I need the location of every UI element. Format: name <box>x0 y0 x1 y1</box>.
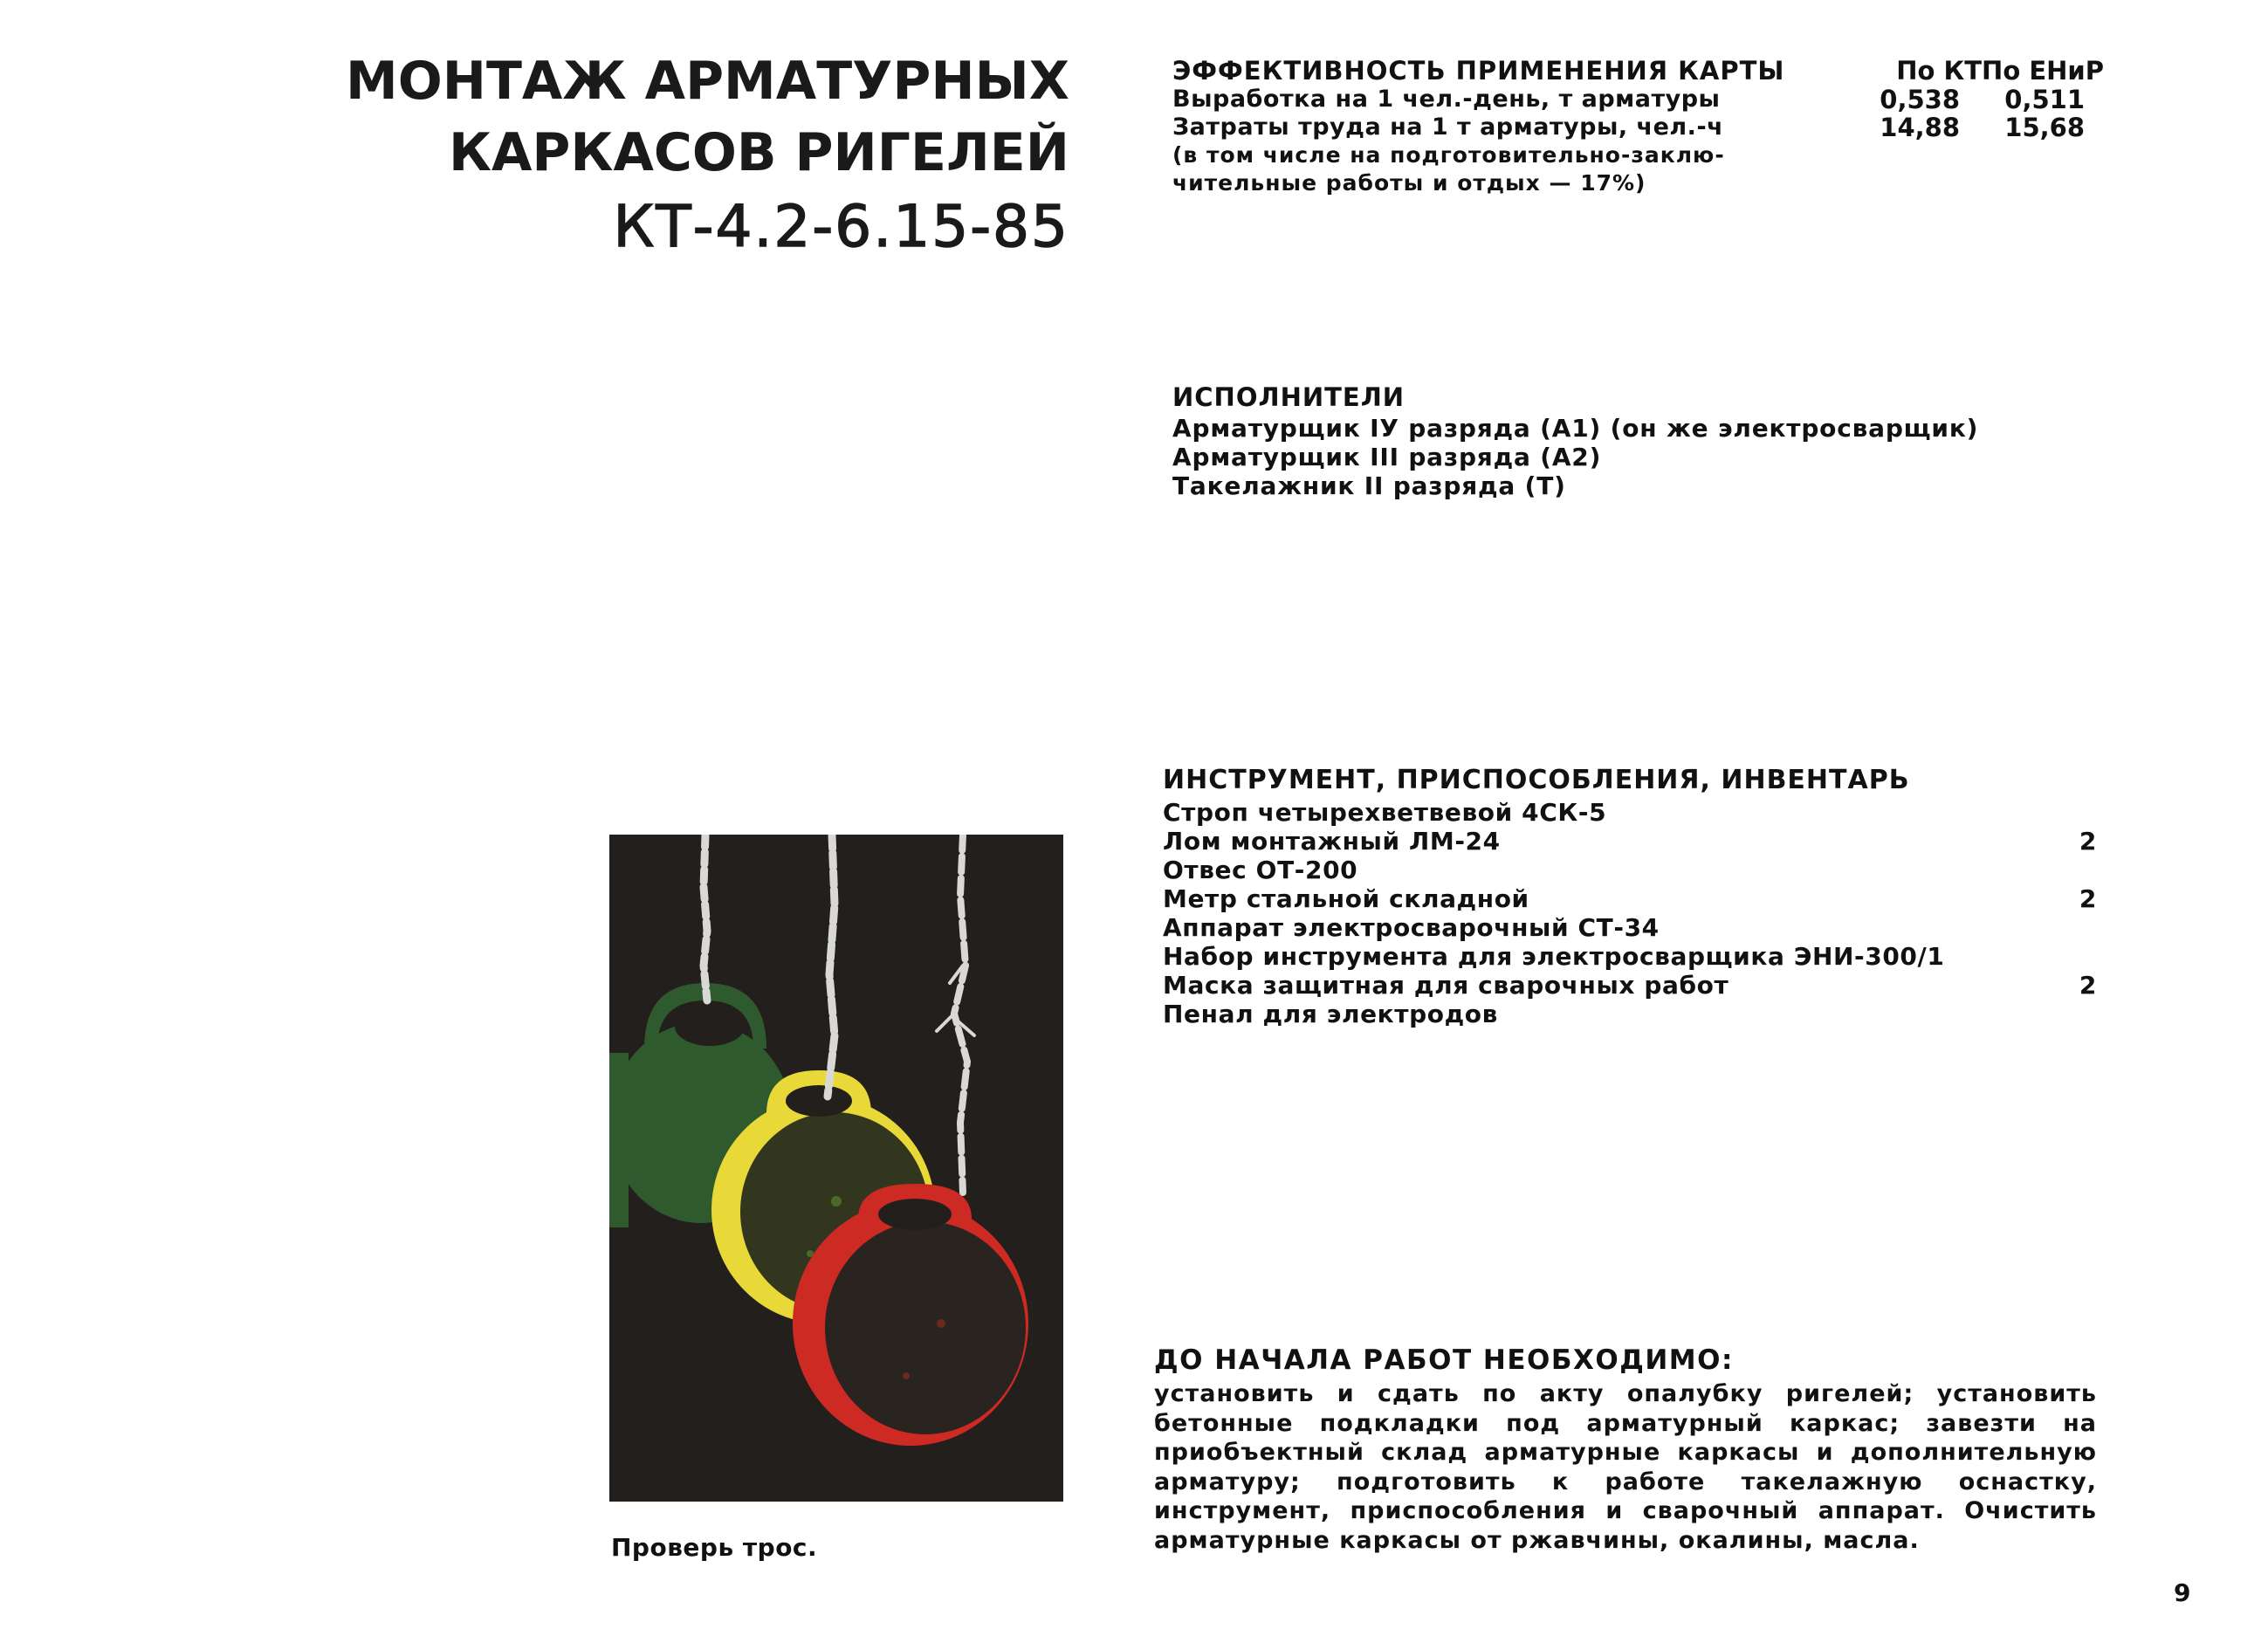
page-number: 9 <box>2174 1578 2191 1607</box>
performer-item: Арматурщик IУ разряда (А1) (он же электросварщик) <box>1172 414 1979 443</box>
efficiency-note: (в том числе на подготовительно-заклю- <box>1172 142 1725 168</box>
title-line-1: МОНТАЖ АРМАТУРНЫХ <box>346 51 1069 112</box>
tool-qty: 2 <box>2079 884 2097 913</box>
before-work-text: установить и сдать по акту опалубку ригелей; установить бетонные подкладки под арматурный каркас; завезти на приобъектный склад арматурные каркасы и дополнительную арматуру; подготовить к работе такелажную оснастку, инструмент, приспособления и сварочный аппарат. Очистить арматурные каркасы от ржавчины, окалины, масла. <box>1154 1380 2097 1554</box>
tool-qty: 2 <box>2079 971 2097 1000</box>
before-work-heading: ДО НАЧАЛА РАБОТ НЕОБХОДИМО: <box>1154 1344 1734 1376</box>
performers-section <box>1172 382 2133 500</box>
tool-name: Метр стальной складной <box>1163 884 1529 913</box>
tool-item <box>1163 1000 2097 1028</box>
efficiency-note: чительные работы и отдых — 17%) <box>1172 170 1646 196</box>
efficiency-row-label: Затраты труда на 1 т арматуры, чел.-ч <box>1172 113 1724 141</box>
tool-item <box>1163 942 2097 971</box>
tool-item <box>1163 798 2097 827</box>
tool-item <box>1163 884 2097 913</box>
value-enir: 15,68 <box>2004 113 2085 142</box>
tool-name: Строп четырехветвевой 4СК-5 <box>1163 798 1607 827</box>
page-title <box>346 45 1069 265</box>
value-kt: 14,88 <box>1880 113 1960 142</box>
tool-item <box>1163 856 2097 884</box>
kettlebells-image <box>609 835 1063 1502</box>
title-line-2: КАРКАСОВ РИГЕЛЕЙ <box>448 122 1069 183</box>
value-kt: 0,538 <box>1880 85 1960 114</box>
tool-item <box>1163 913 2097 942</box>
col-header-kt: По КТ <box>1896 56 1982 86</box>
tool-item <box>1163 827 2097 856</box>
tools-section <box>1163 765 2097 1028</box>
efficiency-values <box>1868 56 2108 141</box>
tool-name: Лом монтажный ЛМ-24 <box>1163 827 1501 856</box>
tool-qty: 2 <box>2079 827 2097 856</box>
tool-name: Отвес ОТ-200 <box>1163 856 1358 884</box>
performer-item: Арматурщик III разряда (А2) <box>1172 443 1602 471</box>
tool-name: Маска защитная для сварочных работ <box>1163 971 1729 1000</box>
tool-name: Пенал для электродов <box>1163 1000 1498 1028</box>
performer-item: Такелажник II разряда (Т) <box>1172 471 1566 500</box>
kettlebells-illustration <box>609 835 1063 1502</box>
tool-item <box>1163 971 2097 1000</box>
illustration-caption: Проверь трос. <box>611 1533 818 1562</box>
performers-heading: ИСПОЛНИТЕЛИ <box>1172 382 1405 412</box>
efficiency-heading: ЭФФЕКТИВНОСТЬ ПРИМЕНЕНИЯ КАРТЫ <box>1172 56 1785 86</box>
before-work-section <box>1154 1344 2097 1555</box>
value-enir: 0,511 <box>2004 85 2085 114</box>
tools-heading: ИНСТРУМЕНТ, ПРИСПОСОБЛЕНИЯ, ИНВЕНТАРЬ <box>1163 765 1910 795</box>
tool-name: Аппарат электросварочный СТ-34 <box>1163 913 1660 942</box>
tool-name: Набор инструмента для электросварщика ЭНИ-300/1 <box>1163 942 1945 971</box>
title-line-3: КТ-4.2-6.15-85 <box>613 193 1069 260</box>
col-header-enir: По ЕНиР <box>1982 56 2104 86</box>
efficiency-row-label: Выработка на 1 чел.-день, т арматуры <box>1172 86 1721 113</box>
